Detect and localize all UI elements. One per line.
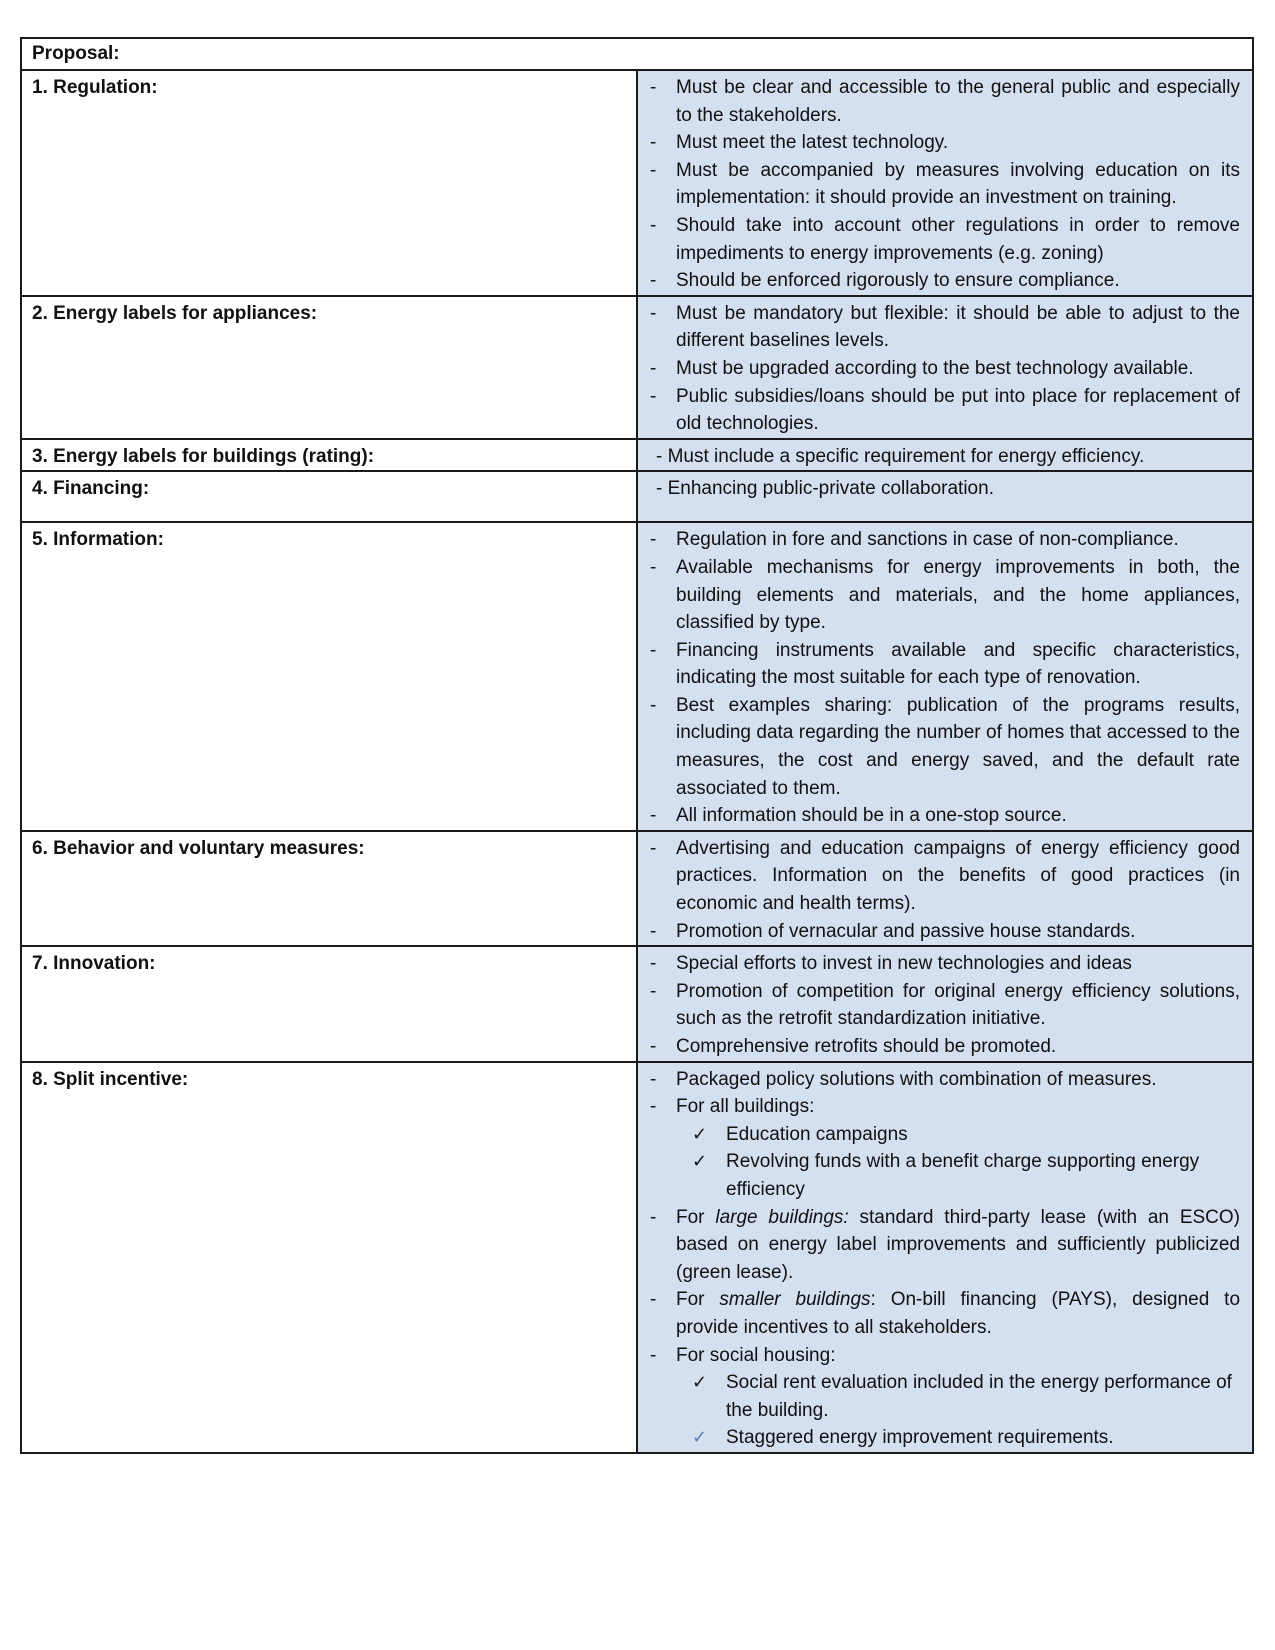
list-item: - For social housing:: [646, 1342, 1240, 1370]
sub-list-item: ✓ Social rent evaluation included in the energy performance of the building.: [646, 1369, 1240, 1424]
check-mark-icon: ✓: [692, 1427, 708, 1448]
check-mark-icon: ✓: [692, 1372, 708, 1393]
row-label-energy-labels-appliances: 2. Energy labels for appliances:: [21, 296, 637, 439]
row-label-split-incentive: 8. Split incentive:: [21, 1062, 637, 1453]
row-content-energy-labels-appliances: [637, 296, 1253, 439]
dash-marker: -: [650, 980, 657, 1002]
dash-marker: -: [650, 214, 657, 236]
row-content-energy-labels-buildings: [637, 439, 1253, 472]
dash-marker: -: [650, 1344, 657, 1366]
plain-line: - Must include a specific requirement for energy efficiency.: [656, 445, 1145, 467]
sub-list-item: ✓ Education campaigns: [646, 1121, 1240, 1149]
list-item: - Public subsidies/loans should be put into place for replacement of old technologies.: [646, 383, 1240, 438]
table-row: [21, 946, 1253, 1061]
table-row: [21, 831, 1253, 946]
dash-marker: -: [650, 385, 657, 407]
list-item: - Must meet the latest technology.: [646, 129, 1240, 157]
sub-list-item: ✓ Revolving funds with a benefit charge supporting energy efficiency: [646, 1148, 1240, 1203]
row-label-financing: 4. Financing:: [21, 471, 637, 522]
dash-marker: -: [650, 302, 657, 324]
dash-marker: -: [650, 1036, 657, 1057]
sub-list: [646, 1369, 1240, 1452]
dash-marker: -: [650, 805, 657, 827]
list-item: - Comprehensive retrofits should be promoted.: [646, 1033, 1240, 1061]
dash-marker: -: [650, 694, 657, 716]
check-mark-icon: ✓: [692, 1151, 708, 1172]
dash-marker: -: [650, 132, 657, 154]
plain-line: - Enhancing public-private collaboration.: [656, 478, 994, 500]
row-label-behavior: 6. Behavior and voluntary measures:: [21, 831, 637, 946]
list-item: - For all buildings:: [646, 1093, 1240, 1121]
proposal-table: [20, 37, 1254, 1454]
dash-marker: -: [650, 159, 657, 181]
dash-marker: -: [650, 953, 657, 975]
list-item: - Regulation in fore and sanctions in case of non-compliance.: [646, 526, 1240, 554]
dash-marker: -: [650, 556, 657, 578]
row-content-split-incentive: [637, 1062, 1253, 1453]
list-item: - For smaller buildings: On-bill financing (PAYS), designed to provide incentives to all stakeholders.: [646, 1286, 1240, 1341]
bullet-list: [646, 300, 1240, 438]
row-content-behavior: [637, 831, 1253, 946]
list-item: - Special efforts to invest in new technologies and ideas: [646, 950, 1240, 978]
list-item: - Packaged policy solutions with combination of measures.: [646, 1066, 1240, 1094]
dash-marker: -: [650, 639, 657, 661]
bullet-list: [646, 950, 1240, 1060]
header-row: [21, 38, 1253, 70]
table-row: [21, 1062, 1253, 1453]
list-item: - Promotion of competition for original energy efficiency solutions, such as the retrofit standardization initiative.: [646, 978, 1240, 1033]
table-row: [21, 296, 1253, 439]
dash-marker: -: [650, 920, 657, 942]
dash-marker: -: [650, 837, 657, 859]
list-item: - For large buildings: standard third-party lease (with an ESCO) based on energy label improvements and sufficiently publicized (green lease).: [646, 1204, 1240, 1287]
list-item: - Must be mandatory but flexible: it should be able to adjust to the different baselines levels.: [646, 300, 1240, 355]
list-item: - Must be upgraded according to the best technology available.: [646, 355, 1240, 383]
list-item: - Must be accompanied by measures involving education on its implementation: it should provide an investment on training.: [646, 157, 1240, 212]
bullet-list: [646, 526, 1240, 830]
dash-marker: -: [650, 1096, 657, 1118]
dash-marker: -: [650, 77, 657, 98]
dash-marker: -: [650, 357, 657, 379]
row-label-information: 5. Information:: [21, 522, 637, 831]
bullet-list: [646, 835, 1240, 945]
row-label-regulation: 1. Regulation:: [21, 70, 637, 296]
check-mark-icon: ✓: [692, 1123, 708, 1144]
dash-marker: -: [650, 1206, 657, 1228]
list-item: - All information should be in a one-stop source.: [646, 802, 1240, 830]
list-item: - Promotion of vernacular and passive house standards.: [646, 918, 1240, 946]
row-content-regulation: [637, 70, 1253, 296]
list-item: - Available mechanisms for energy improvements in both, the building elements and materials, and the home appliances, classified by type.: [646, 554, 1240, 637]
proposal-header: Proposal:: [21, 38, 1253, 70]
row-content-innovation: [637, 946, 1253, 1061]
sub-list-item: ✓ Staggered energy improvement requirements.: [646, 1424, 1240, 1452]
table-row: [21, 439, 1253, 472]
row-label-energy-labels-buildings: 3. Energy labels for buildings (rating):: [21, 439, 637, 472]
list-item: - Financing instruments available and specific characteristics, indicating the most suitable for each type of renovation.: [646, 637, 1240, 692]
row-content-financing: [637, 471, 1253, 522]
bullet-list: [646, 1204, 1240, 1370]
dash-marker: -: [650, 529, 657, 551]
list-item: - Best examples sharing: publication of the programs results, including data regarding the number of homes that accessed to the measures, the cost and energy saved, and the default rate associated to them.: [646, 692, 1240, 802]
dash-marker: -: [650, 270, 657, 292]
row-content-information: [637, 522, 1253, 831]
table-row: [21, 522, 1253, 831]
dash-marker: -: [650, 1289, 657, 1311]
row-label-innovation: 7. Innovation:: [21, 946, 637, 1061]
list-item: - Should be enforced rigorously to ensure compliance.: [646, 267, 1240, 295]
sub-list: [646, 1121, 1240, 1204]
list-item: - Must be clear and accessible to the general public and especially to the stakeholders.: [646, 74, 1240, 129]
bullet-list: [646, 74, 1240, 295]
table-row: [21, 70, 1253, 296]
list-item: - Advertising and education campaigns of energy efficiency good practices. Information on the benefits of good practices (in economic and health terms).: [646, 835, 1240, 918]
bullet-list: [646, 1066, 1240, 1121]
dash-marker: -: [650, 1068, 657, 1090]
list-item: - Should take into account other regulations in order to remove impediments to energy improvements (e.g. zoning): [646, 212, 1240, 267]
table-row: [21, 471, 1253, 522]
